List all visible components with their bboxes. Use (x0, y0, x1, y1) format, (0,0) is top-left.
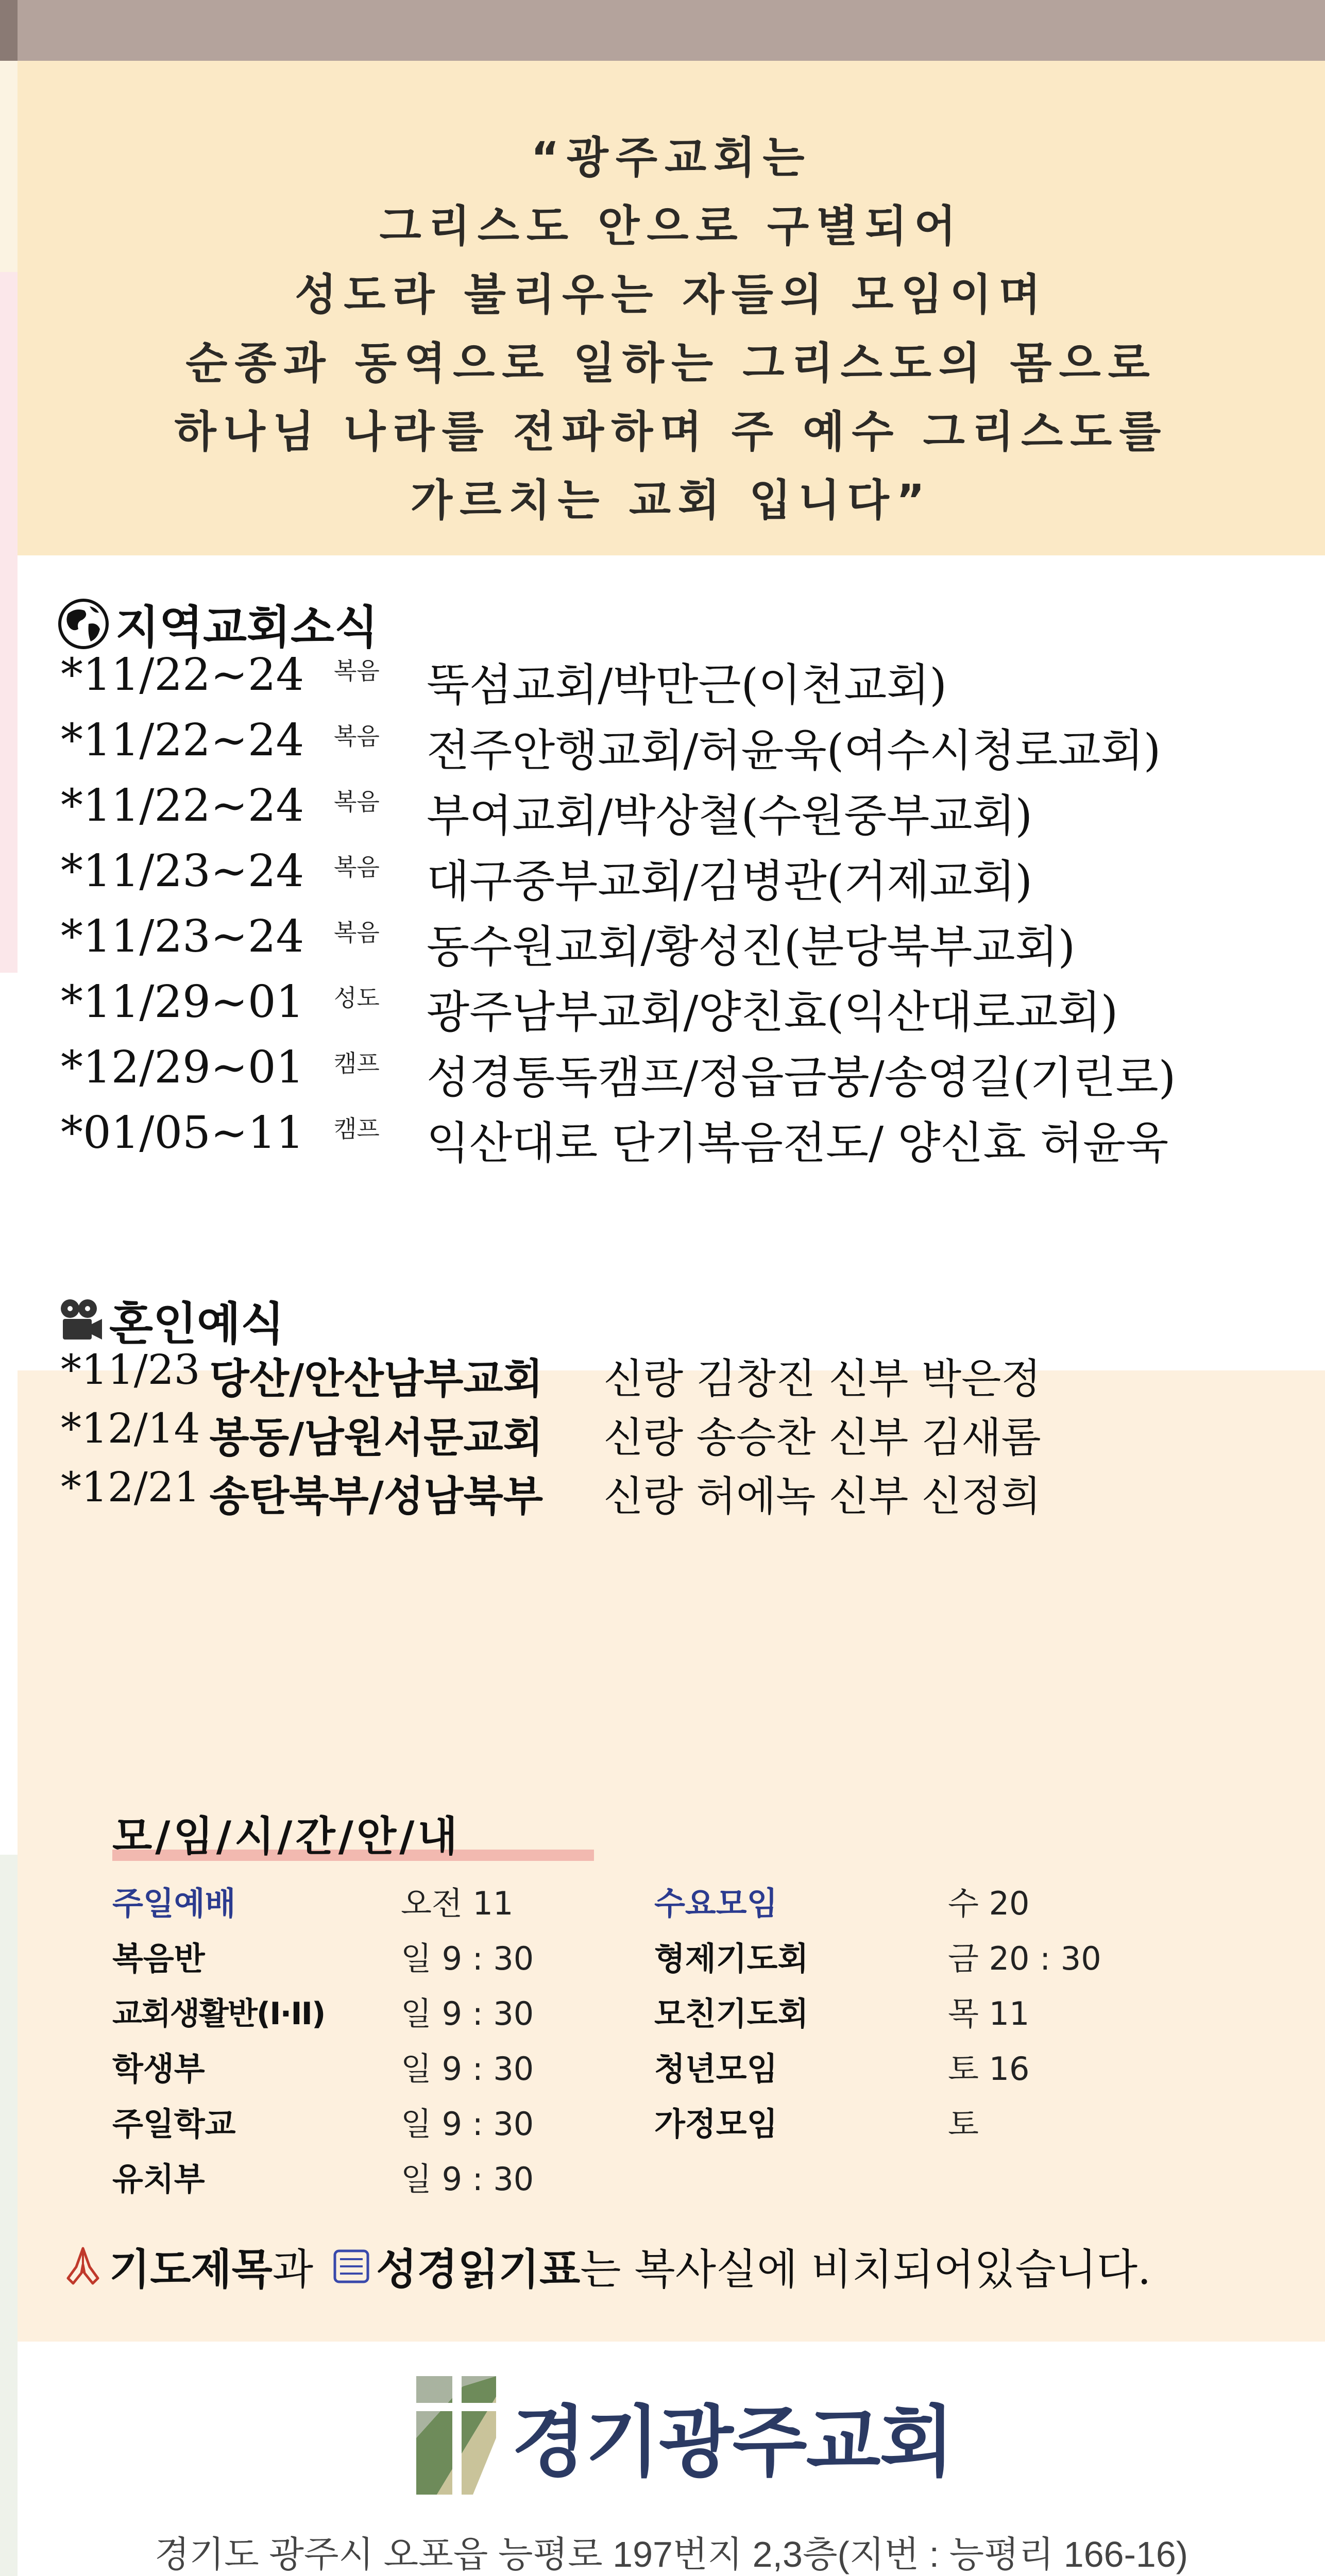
schedule-row (112, 2039, 679, 2094)
globe-icon (58, 598, 109, 650)
left-strip (0, 1855, 18, 2576)
event-date: *11/23~24 (61, 845, 304, 897)
event-type: 복음 (334, 657, 380, 685)
event-type: 성도 (334, 984, 380, 1012)
prayer-topics-label: 기도제목 (109, 2245, 273, 2294)
event-date: *11/29~01 (61, 976, 304, 1028)
section-title-text: 지역교회소식 (115, 601, 379, 654)
schedule-row (654, 1873, 1221, 1928)
schedule-label: 가정모임 (654, 2105, 778, 2143)
event-date: *11/23~24 (61, 911, 304, 962)
event-type: 캠프 (334, 1115, 380, 1143)
schedule-right-column (654, 1873, 1221, 2149)
schedule-time: 토 16 (948, 2050, 1030, 2088)
church-name: 경기광주교회 (512, 2398, 954, 2487)
list-item (61, 976, 1297, 1042)
left-strip (0, 272, 18, 973)
event-date: *12/29~01 (61, 1042, 304, 1093)
list-item (61, 649, 1297, 715)
event-desc: 뚝섬교회/박만근(이천교회) (427, 659, 947, 711)
event-list (61, 649, 1297, 1173)
event-date: *11/22~24 (61, 780, 304, 832)
schedule-title-wrap (112, 1803, 461, 1862)
film-reel-icon (58, 1297, 104, 1344)
schedule-time: 오전 11 (401, 1885, 514, 1922)
wedding-date: *12/21 (61, 1463, 200, 1511)
schedule-row (112, 1928, 679, 1984)
wedding-place: 봉동/남원서문교회 (209, 1413, 543, 1462)
list-item (61, 1463, 1297, 1522)
list-item (61, 1404, 1297, 1463)
prayer-bible-note (61, 2236, 1297, 2296)
list-item (61, 1107, 1297, 1173)
schedule-row (654, 1984, 1221, 2039)
schedule-time: 금 20 : 30 (948, 1940, 1101, 1977)
list-item (61, 911, 1297, 976)
schedule-label: 형제기도회 (654, 1940, 809, 1977)
event-desc: 대구중부교회/김병관(거제교회) (427, 856, 1033, 907)
schedule-label: 유치부 (112, 2160, 205, 2198)
schedule-time: 일 9 : 30 (401, 2050, 534, 2088)
event-type: 복음 (334, 788, 380, 816)
event-type: 캠프 (334, 1049, 380, 1077)
local-news-title (58, 591, 378, 656)
motto-line: 가르치는 교회 입니다” (411, 475, 932, 526)
event-desc: 동수원교회/황성진(분당북부교회) (427, 921, 1076, 973)
schedule-row (112, 2149, 679, 2204)
wedding-couple: 신랑 김창진 신부 박은정 (603, 1355, 1041, 1403)
church-logo-mark-icon (416, 2376, 496, 2495)
wedding-place: 송탄북부/성남북부 (209, 1472, 543, 1520)
motto-line: 하나님 나라를 전파하며 주 예수 그리스도를 (174, 406, 1168, 457)
section-title-text: 혼인예식 (109, 1297, 285, 1350)
schedule-time: 일 9 : 30 (401, 1940, 534, 1977)
wedding-list (61, 1346, 1297, 1522)
church-logo (416, 2376, 953, 2495)
top-bar-notch (0, 0, 18, 61)
motto-line: 성도라 불리우는 자들의 모임이며 (295, 269, 1048, 320)
event-type: 복음 (334, 853, 380, 881)
schedule-label: 주일학교 (112, 2105, 236, 2143)
event-date: *11/22~24 (61, 715, 304, 766)
schedule-row (654, 1928, 1221, 1984)
bible-book-icon (331, 2246, 372, 2287)
schedule-label: 청년모임 (654, 2050, 778, 2088)
wedding-couple: 신랑 송승찬 신부 김새롬 (603, 1414, 1041, 1462)
schedule-time: 수 20 (948, 1885, 1030, 1922)
top-bar (0, 0, 1325, 61)
schedule-time: 일 9 : 30 (401, 2160, 534, 2198)
motto-line: 그리스도 안으로 구별되어 (379, 201, 963, 251)
church-motto (18, 124, 1325, 535)
list-item (61, 780, 1297, 845)
schedule-label: 학생부 (112, 2050, 205, 2088)
event-desc: 성경통독캠프/정읍금붕/송영길(기린로) (427, 1052, 1176, 1104)
left-strip (0, 61, 18, 272)
schedule-label: 모친기도회 (654, 1995, 809, 2032)
wedding-date: *11/23 (61, 1346, 200, 1394)
schedule-row (654, 2039, 1221, 2094)
schedule-row (112, 1873, 679, 1928)
weddings-title (58, 1288, 284, 1353)
schedule-row (112, 2094, 679, 2149)
schedule-time: 일 9 : 30 (401, 1995, 534, 2032)
schedule-title: 모/임/시/간/안/내 (112, 1812, 461, 1860)
event-date: *01/05~11 (61, 1107, 304, 1159)
schedule-label: 교회생활반(I·II) (112, 1995, 325, 2032)
church-address: 경기도 광주시 오포읍 능평로 197번지 2,3층(지번 : 능평리 166-16) (154, 2534, 1188, 2574)
schedule-time: 토 (948, 2105, 979, 2143)
list-item (61, 1346, 1297, 1404)
praying-hands-icon (61, 2244, 105, 2289)
wedding-couple: 신랑 허에녹 신부 신정희 (603, 1472, 1041, 1520)
list-item (61, 845, 1297, 911)
bible-reading-chart-label: 성경읽기표 (376, 2245, 581, 2294)
wedding-place: 당산/안산남부교회 (209, 1354, 543, 1403)
list-item (61, 1042, 1297, 1107)
motto-line: 순종과 동역으로 일하는 그리스도의 몸으로 (185, 338, 1157, 388)
footnote-rest: 는 복사실에 비치되어있습니다. (580, 2245, 1151, 2294)
event-desc: 광주남부교회/양친효(익산대로교회) (427, 987, 1118, 1038)
motto-line: “광주교회는 (531, 132, 812, 183)
schedule-label: 수요모임 (654, 1885, 778, 1922)
event-type: 복음 (334, 722, 380, 750)
list-item (61, 715, 1297, 780)
schedule-row (654, 2094, 1221, 2149)
wedding-date: *12/14 (61, 1404, 200, 1452)
schedule-time: 목 11 (948, 1995, 1030, 2032)
schedule-label: 주일예배 (112, 1885, 236, 1922)
schedule-label: 복음반 (112, 1940, 205, 1977)
event-type: 복음 (334, 919, 380, 946)
event-date: *11/22~24 (61, 649, 304, 701)
footnote-connector: 과 (272, 2245, 327, 2294)
event-desc: 익산대로 단기복음전도/ 양신효 허윤욱 (427, 1117, 1169, 1169)
event-desc: 부여교회/박상철(수원중부교회) (427, 790, 1033, 842)
schedule-left-column (112, 1873, 679, 2204)
schedule-row (112, 1984, 679, 2039)
schedule-time: 일 9 : 30 (401, 2105, 534, 2143)
event-desc: 전주안행교회/허윤욱(여수시청로교회) (427, 725, 1161, 776)
